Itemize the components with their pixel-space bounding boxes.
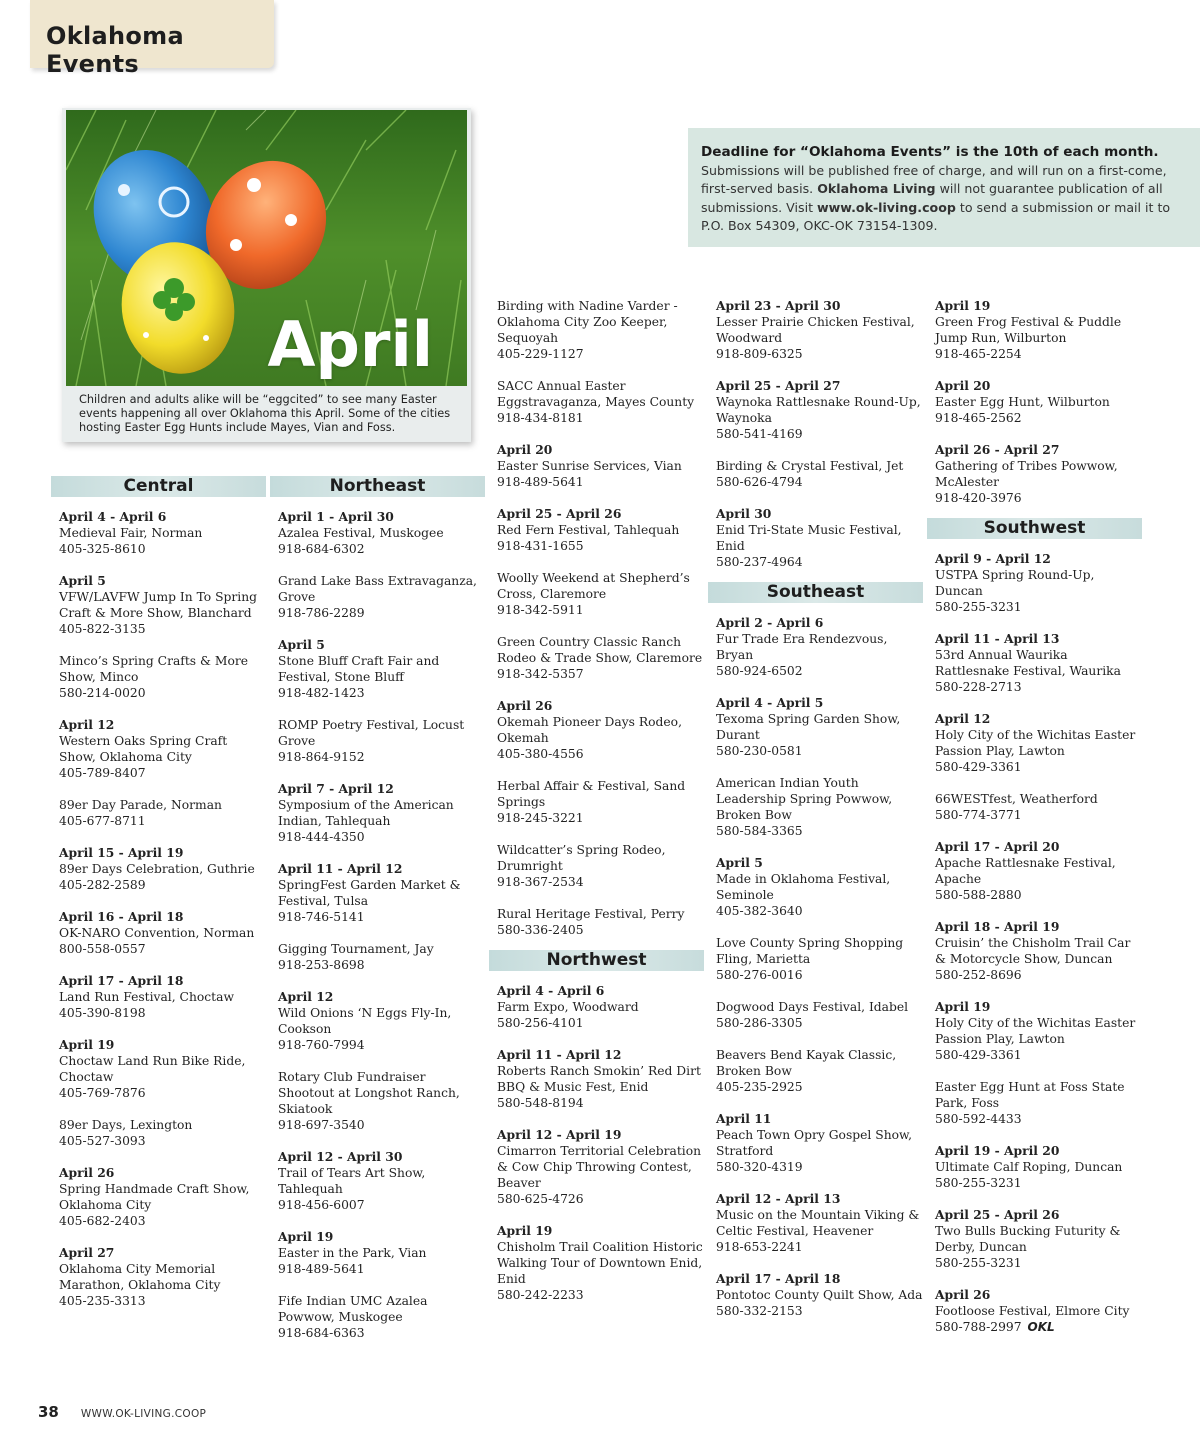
event-item [497, 778, 704, 826]
event-name: Fife Indian UMC Azalea Powwow, Muskogee [278, 1294, 428, 1324]
event-phone: 918-434-8181 [497, 411, 584, 425]
event-item [935, 631, 1142, 695]
event-phone: 580-256-4101 [497, 1016, 584, 1030]
event-phone: 580-252-8696 [935, 968, 1022, 982]
event-date: April 2 - April 6 [716, 615, 824, 630]
event-item [278, 637, 485, 701]
event-date: April 19 [278, 1229, 334, 1244]
event-name: Love County Spring Shopping Fling, Marietta [716, 936, 904, 966]
event-date: April 25 - April 27 [716, 378, 841, 393]
event-name: Spring Handmade Craft Show, Oklahoma City [59, 1182, 250, 1212]
event-item [59, 509, 266, 557]
event-phone: 580-541-4169 [716, 427, 803, 441]
event-phone: 918-697-3540 [278, 1118, 365, 1132]
event-date: April 26 [935, 1287, 991, 1302]
event-phone: 918-420-3976 [935, 491, 1022, 505]
event-item [497, 983, 704, 1031]
event-item [59, 1117, 266, 1149]
event-name: Gathering of Tribes Powwow, McAlester [935, 459, 1118, 489]
event-date: April 18 - April 19 [935, 919, 1060, 934]
event-name: 89er Days Celebration, Guthrie [59, 862, 255, 876]
event-date: April 30 [716, 506, 772, 521]
event-name: Cruisin’ the Chisholm Trail Car & Motorcycle Show, Duncan [935, 936, 1131, 966]
event-item [278, 717, 485, 765]
event-phone: 580-626-4794 [716, 475, 803, 489]
event-phone: 405-682-2403 [59, 1214, 146, 1228]
event-name: Wildcatter’s Spring Rodeo, Drumright [497, 843, 666, 873]
event-item [716, 378, 923, 442]
event-name: Choctaw Land Run Bike Ride, Choctaw [59, 1054, 246, 1084]
event-date: April 19 [497, 1223, 553, 1238]
event-date: April 16 - April 18 [59, 909, 184, 924]
event-item [59, 573, 266, 637]
event-date: April 11 - April 12 [497, 1047, 622, 1062]
event-item [59, 717, 266, 781]
event-item [278, 573, 485, 621]
event-item [935, 919, 1142, 983]
event-name: ROMP Poetry Festival, Locust Grove [278, 718, 465, 748]
event-phone: 918-489-5641 [278, 1262, 365, 1276]
event-phone: 580-214-0020 [59, 686, 146, 700]
event-name: American Indian Youth Leadership Spring Powwow, Broken Bow [716, 776, 893, 822]
deadline-text-2: will not guarantee publication of all submissions. Visit [701, 181, 1163, 215]
event-item [716, 855, 923, 919]
event-name: Gigging Tournament, Jay [278, 942, 434, 956]
event-phone: 580-548-8194 [497, 1096, 584, 1110]
event-phone: 918-431-1655 [497, 539, 584, 553]
event-item [278, 509, 485, 557]
event-name: Peach Town Opry Gospel Show, Stratford [716, 1128, 912, 1158]
event-item [59, 1165, 266, 1229]
event-name: Footloose Festival, Elmore City [935, 1304, 1130, 1318]
event-phone: 580-429-3361 [935, 1048, 1022, 1062]
event-name: Easter Egg Hunt at Foss State Park, Foss [935, 1080, 1125, 1110]
event-item [716, 298, 923, 362]
event-name: SACC Annual Easter Eggstravaganza, Mayes County [497, 379, 695, 409]
event-date: April 11 - April 13 [935, 631, 1060, 646]
event-phone: 580-588-2880 [935, 888, 1022, 902]
event-name: Minco’s Spring Crafts & More Show, Minco [59, 654, 249, 684]
event-item [935, 1079, 1142, 1127]
event-phone: 918-253-8698 [278, 958, 365, 972]
event-name: Farm Expo, Woodward [497, 1000, 639, 1014]
event-date: April 12 [59, 717, 115, 732]
event-name: Cimarron Territorial Celebration & Cow Chip Throwing Contest, Beaver [497, 1144, 702, 1190]
event-phone: 580-228-2713 [935, 680, 1022, 694]
event-date: April 26 - April 27 [935, 442, 1060, 457]
event-phone: 580-924-6502 [716, 664, 803, 678]
event-name: Wild Onions ‘N Eggs Fly-In, Cookson [278, 1006, 452, 1036]
event-item [59, 1037, 266, 1101]
event-item [278, 941, 485, 973]
event-name: Stone Bluff Craft Fair and Festival, Stone Bluff [278, 654, 440, 684]
events-column-1 [51, 476, 266, 1309]
events-column-2 [270, 476, 485, 1341]
event-item [59, 973, 266, 1021]
event-name: Okemah Pioneer Days Rodeo, Okemah [497, 715, 682, 745]
event-item [59, 653, 266, 701]
event-date: April 11 [716, 1111, 772, 1126]
event-phone: 918-684-6302 [278, 542, 365, 556]
event-phone: 800-558-0557 [59, 942, 146, 956]
deadline-box [688, 128, 1200, 247]
event-phone: 918-342-5357 [497, 667, 584, 681]
event-item [716, 615, 923, 679]
event-name: Waynoka Rattlesnake Round-Up, Waynoka [716, 395, 921, 425]
event-phone: 918-482-1423 [278, 686, 365, 700]
event-name: Chisholm Trail Coalition Historic Walking Tour of Downtown Enid, Enid [497, 1240, 703, 1286]
event-item [59, 1245, 266, 1309]
event-name: Birding with Nadine Varder - Oklahoma City Zoo Keeper, Sequoyah [497, 299, 678, 345]
event-phone: 405-390-8198 [59, 1006, 146, 1020]
event-phone: 580-332-2153 [716, 1304, 803, 1318]
event-name: Pontotoc County Quilt Show, Ada [716, 1288, 923, 1302]
deadline-body [701, 162, 1191, 236]
region-heading: Southwest [927, 518, 1142, 539]
event-phone: 918-465-2562 [935, 411, 1022, 425]
event-date: April 1 - April 30 [278, 509, 394, 524]
event-date: April 27 [59, 1245, 115, 1260]
event-name: Apache Rattlesnake Festival, Apache [935, 856, 1116, 886]
event-item [716, 935, 923, 983]
event-phone: 580-774-3771 [935, 808, 1022, 822]
event-item [497, 906, 704, 938]
event-item [716, 695, 923, 759]
event-name: Green Frog Festival & Puddle Jump Run, Wilburton [935, 315, 1122, 345]
event-date: April 17 - April 18 [59, 973, 184, 988]
footer-website[interactable]: WWW.OK-LIVING.COOP [80, 1408, 207, 1420]
event-name: Texoma Spring Garden Show, Durant [716, 712, 901, 742]
event-date: April 5 [716, 855, 763, 870]
event-phone: 580-255-3231 [935, 1256, 1022, 1270]
event-name: Holy City of the Wichitas Easter Passion Play, Lawton [935, 1016, 1136, 1046]
event-name: Roberts Ranch Smokin’ Red Dirt BBQ & Music Fest, Enid [497, 1064, 701, 1094]
event-date: April 4 - April 6 [59, 509, 167, 524]
event-date: April 19 - April 20 [935, 1143, 1060, 1158]
event-phone: 580-276-0016 [716, 968, 803, 982]
section-title: Oklahoma Events [46, 22, 184, 78]
event-phone: 918-342-5911 [497, 603, 584, 617]
event-phone: 405-527-3093 [59, 1134, 146, 1148]
event-item [935, 551, 1142, 615]
events-column-5 [927, 298, 1142, 1335]
event-item [278, 1149, 485, 1213]
event-date: April 26 [497, 698, 553, 713]
event-item [935, 1287, 1142, 1335]
event-item [278, 1069, 485, 1133]
event-name: Easter Egg Hunt, Wilburton [935, 395, 1110, 409]
events-column-4 [708, 298, 923, 1319]
event-name: 53rd Annual Waurika Rattlesnake Festival, Waurika [935, 648, 1121, 678]
event-phone: 405-822-3135 [59, 622, 146, 636]
event-name: Land Run Festival, Choctaw [59, 990, 234, 1004]
page-footer [38, 1402, 206, 1421]
event-phone: 580-336-2405 [497, 923, 584, 937]
event-item [278, 989, 485, 1053]
event-item [278, 1293, 485, 1341]
event-date: April 9 - April 12 [935, 551, 1051, 566]
event-date: April 4 - April 6 [497, 983, 605, 998]
event-item [59, 845, 266, 893]
event-item [935, 442, 1142, 506]
event-phone: 405-229-1127 [497, 347, 584, 361]
event-item [497, 570, 704, 618]
event-phone: 918-746-5141 [278, 910, 365, 924]
event-phone: 405-235-3313 [59, 1294, 146, 1308]
event-phone: 918-653-2241 [716, 1240, 803, 1254]
event-name: Made in Oklahoma Festival, Seminole [716, 872, 891, 902]
event-phone: 580-255-3231 [935, 1176, 1022, 1190]
event-item [935, 999, 1142, 1063]
event-item [497, 442, 704, 490]
event-item [716, 458, 923, 490]
month-title: April [267, 308, 433, 381]
event-date: April 26 [59, 1165, 115, 1180]
section-tab [30, 0, 274, 78]
event-phone: 580-286-3305 [716, 1016, 803, 1030]
deadline-text-1: Submissions will be published free of charge, and will run on a first-come, first-served basis. [701, 162, 1167, 196]
event-phone: 580-230-0581 [716, 744, 803, 758]
event-item [935, 711, 1142, 775]
event-date: April 19 [59, 1037, 115, 1052]
event-item [935, 839, 1142, 903]
event-name: Dogwood Days Festival, Idabel [716, 1000, 909, 1014]
event-phone: 918-456-6007 [278, 1198, 365, 1212]
region-heading: Central [51, 476, 266, 497]
submission-link[interactable]: www.ok-living.coop [817, 199, 956, 215]
event-name: Symposium of the American Indian, Tahlequah [278, 798, 454, 828]
event-item [716, 775, 923, 839]
event-name: 66WESTfest, Weatherford [935, 792, 1098, 806]
deadline-headline: Deadline for “Oklahoma Events” is the 10th of each month. [701, 144, 1159, 160]
event-name: Rotary Club Fundraiser Shootout at Longshot Ranch, Skiatook [278, 1070, 460, 1116]
event-item [716, 1111, 923, 1175]
event-phone: 918-245-3221 [497, 811, 584, 825]
event-item [935, 378, 1142, 426]
event-item [497, 298, 704, 362]
photo-card [62, 108, 471, 442]
event-date: April 12 [278, 989, 334, 1004]
event-date: April 11 - April 12 [278, 861, 403, 876]
event-name: Easter in the Park, Vian [278, 1246, 427, 1260]
event-name: Medieval Fair, Norman [59, 526, 203, 540]
event-name: Herbal Affair & Festival, Sand Springs [497, 779, 686, 809]
event-phone: 405-235-2925 [716, 1080, 803, 1094]
event-phone: 918-489-5641 [497, 475, 584, 489]
event-date: April 19 [935, 298, 991, 313]
event-name: Birding & Crystal Festival, Jet [716, 459, 904, 473]
event-phone: 918-465-2254 [935, 347, 1022, 361]
event-item [497, 842, 704, 890]
event-date: April 4 - April 5 [716, 695, 824, 710]
event-phone: 918-864-9152 [278, 750, 365, 764]
event-date: April 12 - April 13 [716, 1191, 841, 1206]
event-item [497, 506, 704, 554]
event-phone: 918-760-7994 [278, 1038, 365, 1052]
event-name: Music on the Mountain Viking & Celtic Festival, Heavener [716, 1208, 920, 1238]
event-name: Two Bulls Bucking Futurity & Derby, Duncan [935, 1224, 1121, 1254]
event-phone: 580-584-3365 [716, 824, 803, 838]
event-phone: 580-242-2233 [497, 1288, 584, 1302]
event-phone: 580-429-3361 [935, 760, 1022, 774]
event-item [497, 1047, 704, 1111]
event-name: VFW/LAVFW Jump In To Spring Craft & More Show, Blanchard [59, 590, 258, 620]
event-name: USTPA Spring Round-Up, Duncan [935, 568, 1095, 598]
event-phone: 918-367-2534 [497, 875, 584, 889]
event-item [59, 909, 266, 957]
event-phone: 918-684-6363 [278, 1326, 365, 1340]
event-phone: 405-382-3640 [716, 904, 803, 918]
event-name: 89er Day Parade, Norman [59, 798, 222, 812]
event-name: Grand Lake Bass Extravaganza, Grove [278, 574, 477, 604]
event-name: Rural Heritage Festival, Perry [497, 907, 685, 921]
event-name: Red Fern Festival, Tahlequah [497, 523, 680, 537]
event-item [497, 1223, 704, 1303]
event-name: SpringFest Garden Market & Festival, Tulsa [278, 878, 461, 908]
event-date: April 25 - April 26 [497, 506, 622, 521]
event-item [716, 1047, 923, 1095]
event-name: Green Country Classic Ranch Rodeo & Trade Show, Claremore [497, 635, 703, 665]
event-date: April 20 [497, 442, 553, 457]
event-name: Lesser Prairie Chicken Festival, Woodward [716, 315, 915, 345]
event-item [497, 1127, 704, 1207]
event-item [935, 298, 1142, 362]
event-phone: 405-282-2589 [59, 878, 146, 892]
event-item [716, 1191, 923, 1255]
event-phone: 580-320-4319 [716, 1160, 803, 1174]
event-name: Fur Trade Era Rendezvous, Bryan [716, 632, 888, 662]
event-phone: 405-769-7876 [59, 1086, 146, 1100]
event-phone: 405-380-4556 [497, 747, 584, 761]
event-name: Enid Tri-State Music Festival, Enid [716, 523, 902, 553]
event-name: Oklahoma City Memorial Marathon, Oklahoma City [59, 1262, 221, 1292]
event-phone: 918-786-2289 [278, 606, 365, 620]
event-phone: 580-788-2997 [935, 1320, 1022, 1334]
end-mark-logo: OKL [1027, 1320, 1055, 1334]
event-phone: 918-444-4350 [278, 830, 365, 844]
event-date: April 5 [278, 637, 325, 652]
event-item [716, 999, 923, 1031]
event-name: OK-NARO Convention, Norman [59, 926, 255, 940]
event-item [497, 698, 704, 762]
event-item [716, 1271, 923, 1319]
event-item [716, 506, 923, 570]
brand-name: Oklahoma Living [817, 181, 936, 196]
event-phone: 918-809-6325 [716, 347, 803, 361]
event-item [497, 634, 704, 682]
event-name: Holy City of the Wichitas Easter Passion Play, Lawton [935, 728, 1136, 758]
event-date: April 12 - April 19 [497, 1127, 622, 1142]
event-phone: 580-255-3231 [935, 600, 1022, 614]
event-item [278, 781, 485, 845]
photo-caption: Children and adults alike will be “eggcited” to see many Easter events happening all over Oklahoma this April. Some of the cities hosting Easter Egg Hunts include Mayes, Vian and Foss. [79, 393, 451, 434]
event-item [497, 378, 704, 426]
event-phone: 405-325-8610 [59, 542, 146, 556]
event-phone: 580-592-4433 [935, 1112, 1022, 1126]
event-date: April 15 - April 19 [59, 845, 184, 860]
event-date: April 7 - April 12 [278, 781, 394, 796]
event-date: April 23 - April 30 [716, 298, 841, 313]
event-date: April 12 [935, 711, 991, 726]
event-name: Easter Sunrise Services, Vian [497, 459, 682, 473]
region-heading: Southeast [708, 582, 923, 603]
event-name: Beavers Bend Kayak Classic, Broken Bow [716, 1048, 897, 1078]
page-number: 38 [38, 1403, 59, 1421]
event-name: Woolly Weekend at Shepherd’s Cross, Claremore [497, 571, 690, 601]
event-date: April 17 - April 20 [935, 839, 1060, 854]
event-date: April 25 - April 26 [935, 1207, 1060, 1222]
deadline-text-3: to send a submission or mail it to P.O. Box 54309, OKC-OK 73154-1309. [701, 199, 1171, 233]
region-heading: Northeast [270, 476, 485, 497]
event-date: April 17 - April 18 [716, 1271, 841, 1286]
event-date: April 5 [59, 573, 106, 588]
event-item [59, 797, 266, 829]
event-date: April 20 [935, 378, 991, 393]
event-item [935, 1143, 1142, 1191]
event-phone: 405-789-8407 [59, 766, 146, 780]
event-item [278, 1229, 485, 1277]
event-item [278, 861, 485, 925]
event-item [935, 791, 1142, 823]
event-name: 89er Days, Lexington [59, 1118, 193, 1132]
events-column-3 [489, 298, 704, 1303]
event-phone: 580-625-4726 [497, 1192, 584, 1206]
event-name: Western Oaks Spring Craft Show, Oklahoma City [59, 734, 228, 764]
event-name: Azalea Festival, Muskogee [278, 526, 444, 540]
easter-eggs-photo [66, 110, 467, 386]
event-name: Ultimate Calf Roping, Duncan [935, 1160, 1123, 1174]
region-heading: Northwest [489, 950, 704, 971]
event-phone: 405-677-8711 [59, 814, 146, 828]
event-name: Trail of Tears Art Show, Tahlequah [278, 1166, 426, 1196]
event-phone: 580-237-4964 [716, 555, 803, 569]
event-item [935, 1207, 1142, 1271]
event-date: April 12 - April 30 [278, 1149, 403, 1164]
event-date: April 19 [935, 999, 991, 1014]
